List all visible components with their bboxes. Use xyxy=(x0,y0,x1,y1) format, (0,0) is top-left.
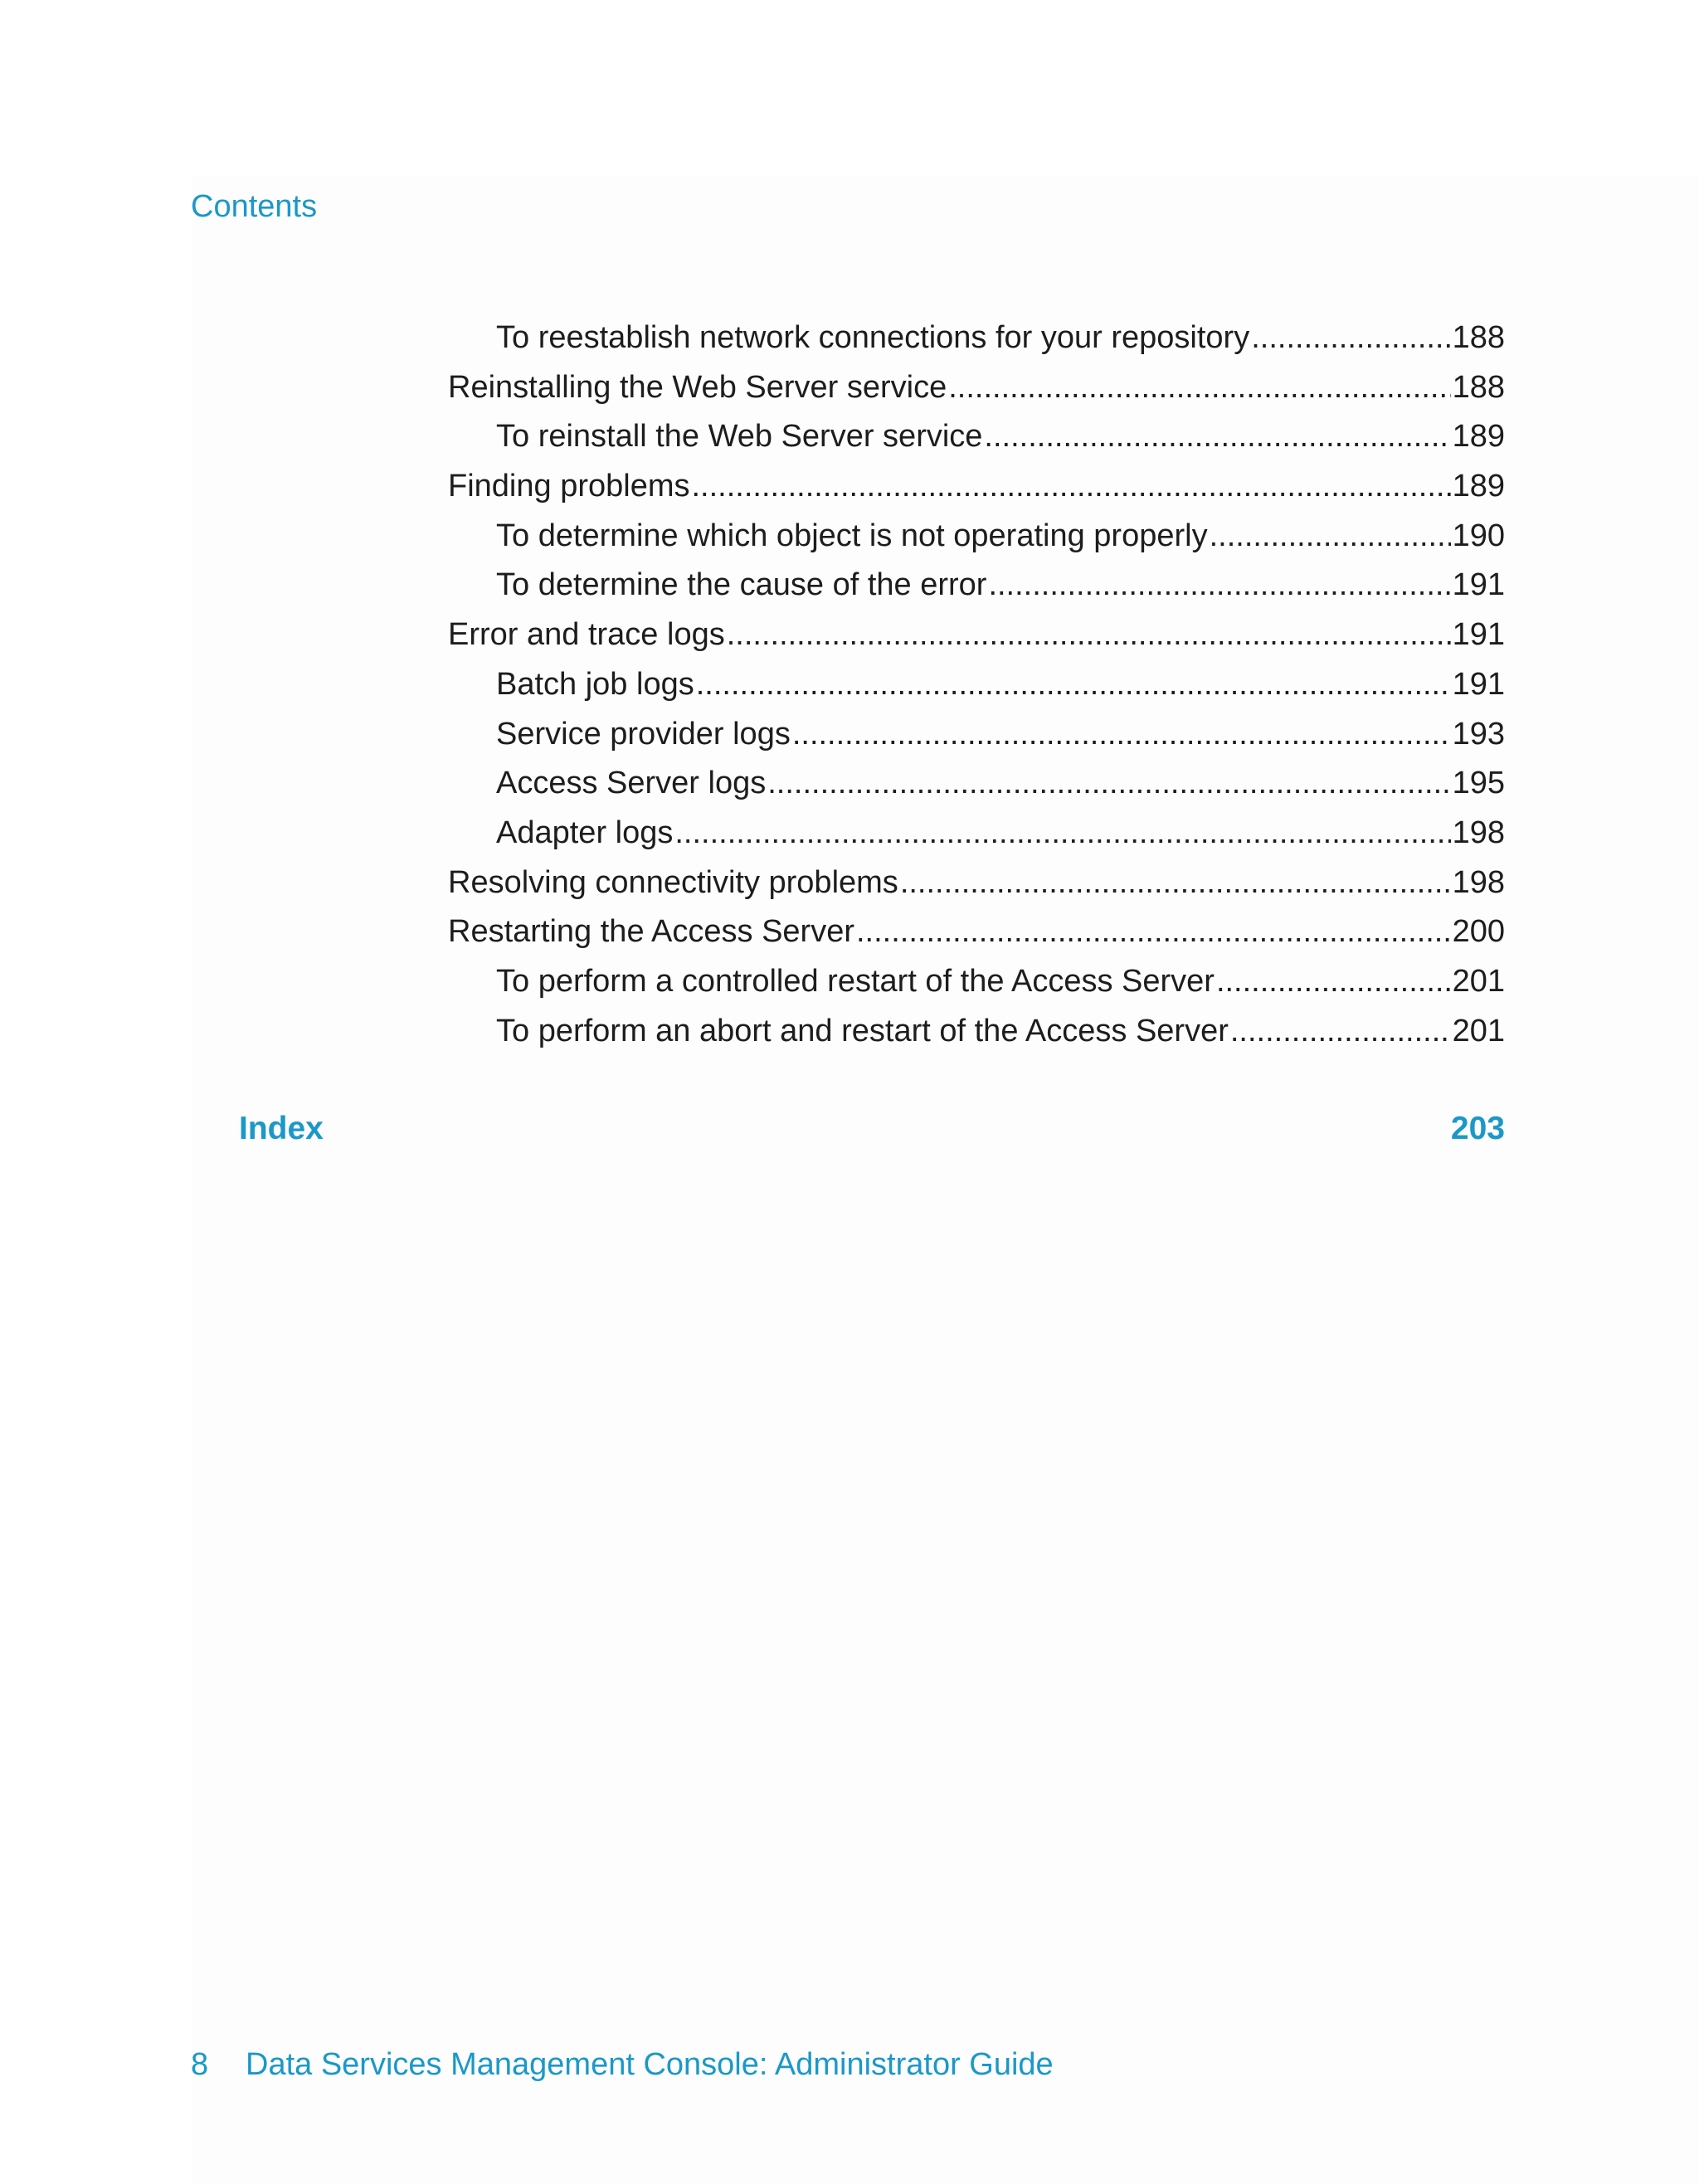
toc-dot-leader xyxy=(691,462,1450,512)
toc-entry[interactable] xyxy=(448,907,1505,957)
toc-entry-page: 198 xyxy=(1452,815,1505,850)
toc-entry[interactable] xyxy=(448,859,1505,908)
toc-entry-page: 193 xyxy=(1452,716,1505,752)
toc-index-entry[interactable] xyxy=(239,1107,1505,1151)
toc-dot-leader xyxy=(856,907,1451,957)
toc-entry-page: 191 xyxy=(1452,617,1505,653)
toc-entry-title: Resolving connectivity problems xyxy=(448,864,898,900)
toc-entry-page: 195 xyxy=(1452,766,1505,801)
toc-dot-leader xyxy=(727,610,1451,660)
toc-entry-page: 191 xyxy=(1452,666,1505,702)
toc-entry[interactable] xyxy=(448,363,1505,413)
toc-dot-leader xyxy=(988,561,1450,610)
table-of-contents xyxy=(448,314,1505,1056)
toc-entry-title: To perform an abort and restart of the Access Server xyxy=(496,1013,1229,1048)
toc-entry[interactable] xyxy=(448,759,1505,809)
toc-entry-page: 189 xyxy=(1452,469,1505,504)
toc-entry[interactable] xyxy=(448,462,1505,512)
toc-dot-leader xyxy=(674,809,1450,859)
toc-entry-title: Reinstalling the Web Server service xyxy=(448,369,947,405)
toc-entry-title: Restarting the Access Server xyxy=(448,914,854,950)
toc-dot-leader xyxy=(900,859,1451,908)
toc-entry-title: To reestablish network connections for your repository xyxy=(496,320,1250,355)
toc-entry-title: Finding problems xyxy=(448,469,690,504)
toc-entry[interactable] xyxy=(448,512,1505,562)
toc-entry-title: Batch job logs xyxy=(496,666,694,702)
toc-entry[interactable] xyxy=(448,314,1505,363)
index-title: Index xyxy=(239,1111,324,1146)
toc-entry-title: To determine the cause of the error xyxy=(496,567,987,603)
toc-entry-title: Adapter logs xyxy=(496,815,674,850)
toc-entry[interactable] xyxy=(448,809,1505,859)
toc-dot-leader xyxy=(1210,512,1451,562)
toc-entry-page: 201 xyxy=(1452,1013,1505,1048)
running-header: Contents xyxy=(191,189,318,224)
toc-dot-leader xyxy=(1251,314,1450,363)
toc-entry-page: 189 xyxy=(1452,419,1505,455)
toc-entry-title: Error and trace logs xyxy=(448,617,725,653)
toc-entry[interactable] xyxy=(448,412,1505,462)
toc-dot-leader xyxy=(767,759,1450,809)
toc-entry-page: 201 xyxy=(1452,963,1505,999)
toc-dot-leader xyxy=(696,660,1451,710)
footer-book-title: Data Services Management Console: Administrator Guide xyxy=(246,2047,1054,2082)
toc-entry[interactable] xyxy=(448,561,1505,610)
toc-entry[interactable] xyxy=(448,660,1505,710)
toc-entry-page: 200 xyxy=(1452,914,1505,950)
toc-dot-leader xyxy=(948,363,1450,413)
toc-entry-title: To reinstall the Web Server service xyxy=(496,419,983,455)
toc-entry[interactable] xyxy=(448,957,1505,1007)
toc-entry[interactable] xyxy=(448,610,1505,660)
toc-dot-leader xyxy=(1216,957,1451,1007)
toc-entry-title: To determine which object is not operating properly xyxy=(496,518,1208,553)
toc-entry-page: 198 xyxy=(1452,864,1505,900)
toc-dot-leader xyxy=(984,412,1450,462)
toc-dot-leader xyxy=(792,710,1451,760)
toc-entry-title: To perform a controlled restart of the Access Server xyxy=(496,963,1215,999)
toc-entry-title: Service provider logs xyxy=(496,716,791,752)
toc-entry-page: 190 xyxy=(1452,518,1505,553)
toc-entry[interactable] xyxy=(448,710,1505,760)
toc-dot-leader xyxy=(1230,1007,1451,1057)
toc-entry-title: Access Server logs xyxy=(496,766,767,801)
toc-entry[interactable] xyxy=(448,1007,1505,1057)
toc-entry-page: 188 xyxy=(1452,369,1505,405)
footer-page-number: 8 xyxy=(191,2047,209,2082)
toc-entry-page: 188 xyxy=(1452,320,1505,355)
index-page: 203 xyxy=(1450,1111,1505,1146)
toc-entry-page: 191 xyxy=(1452,567,1505,603)
page-footer xyxy=(191,2044,1054,2085)
